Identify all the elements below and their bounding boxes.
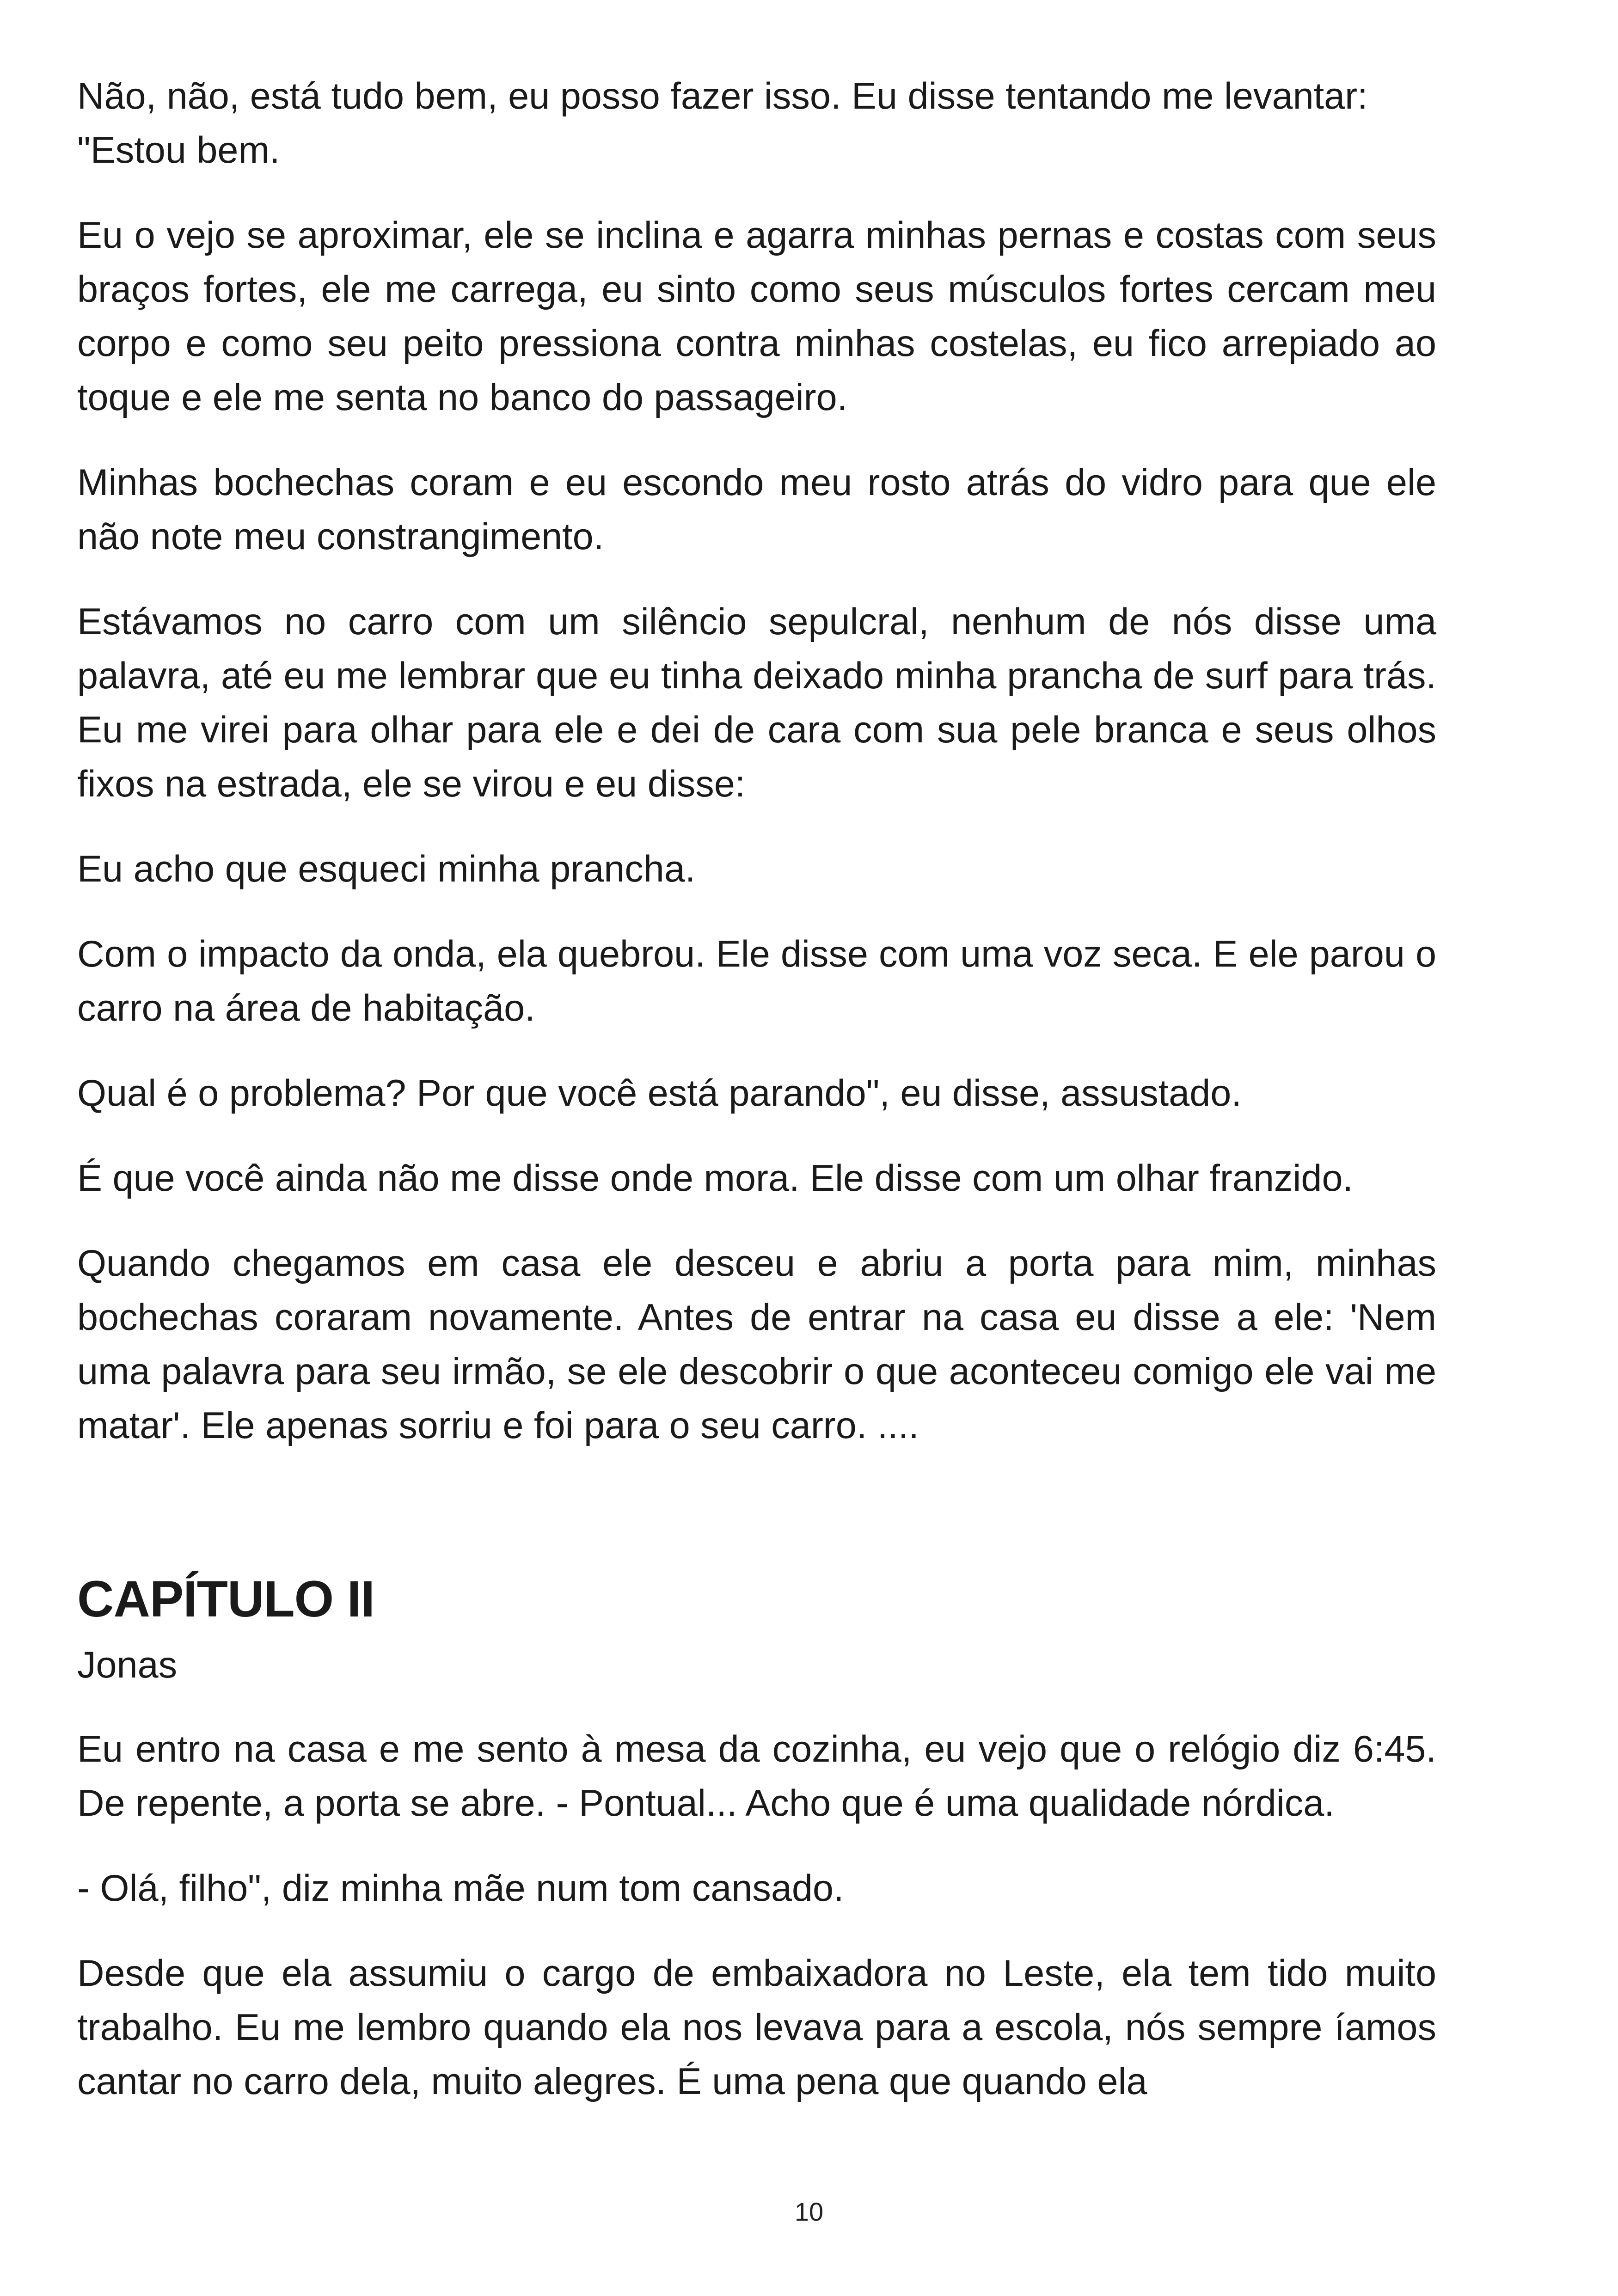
paragraph: Qual é o problema? Por que você está parando", eu disse, assustado. [77, 1072, 1242, 1114]
page-body [77, 69, 1436, 2140]
paragraph: Eu o vejo se aproximar, ele se inclina e agarra minhas pernas e costas com seus braços fortes, ele me carrega, eu sinto como seus músculos fortes cercam meu corpo e como seu peito pressiona contra minhas costelas, eu fico arrepiado ao toque e ele me senta no banco do passageiro. [77, 214, 1436, 418]
paragraph: É que você ainda não me disse onde mora. Ele disse com um olhar franzido. [77, 1157, 1354, 1199]
paragraph: Com o impacto da onda, ela quebrou. Ele disse com uma voz seca. E ele parou o carro na área de habitação. [77, 933, 1436, 1029]
chapter-title: CAPÍTULO II [77, 1571, 374, 1628]
paragraph: Desde que ela assumiu o cargo de embaixadora no Leste, ela tem tido muito trabalho. Eu me lembro quando ela nos levava para a escola, nós sempre íamos cantar no carro dela, muito alegres. É uma pena que quando ela [77, 1953, 1436, 2102]
paragraph: Estávamos no carro com um silêncio sepulcral, nenhum de nós disse uma palavra, até eu me lembrar que eu tinha deixado minha prancha de surf para trás. Eu me virei para olhar para ele e dei de cara com sua pele branca e seus olhos fixos na estrada, ele se virou e eu disse: [77, 601, 1436, 805]
chapter-subtitle: Jonas [77, 1644, 178, 1686]
paragraph: Eu entro na casa e me sento à mesa da cozinha, eu vejo que o relógio diz 6:45. De repente, a porta se abre. - Pontual... Acho que é uma qualidade nórdica. [77, 1728, 1436, 1824]
paragraph: Não, não, está tudo bem, eu posso fazer isso. Eu disse tentando me levantar: "Estou bem. [77, 75, 1368, 171]
page-number: 10 [794, 2197, 824, 2226]
paragraph: - Olá, filho", diz minha mãe num tom cansado. [77, 1867, 844, 1909]
paragraph: Eu acho que esqueci minha prancha. [77, 848, 696, 890]
paragraph: Quando chegamos em casa ele desceu e abriu a porta para mim, minhas bochechas coraram novamente. Antes de entrar na casa eu disse a ele: 'Nem uma palavra para seu irmão, se ele descobrir o que aconteceu comigo ele vai me matar'. Ele apenas sorriu e foi para o seu carro. .... [77, 1243, 1436, 1446]
paragraph: Minhas bochechas coram e eu escondo meu rosto atrás do vidro para que ele não note meu constrangimento. [77, 462, 1436, 557]
